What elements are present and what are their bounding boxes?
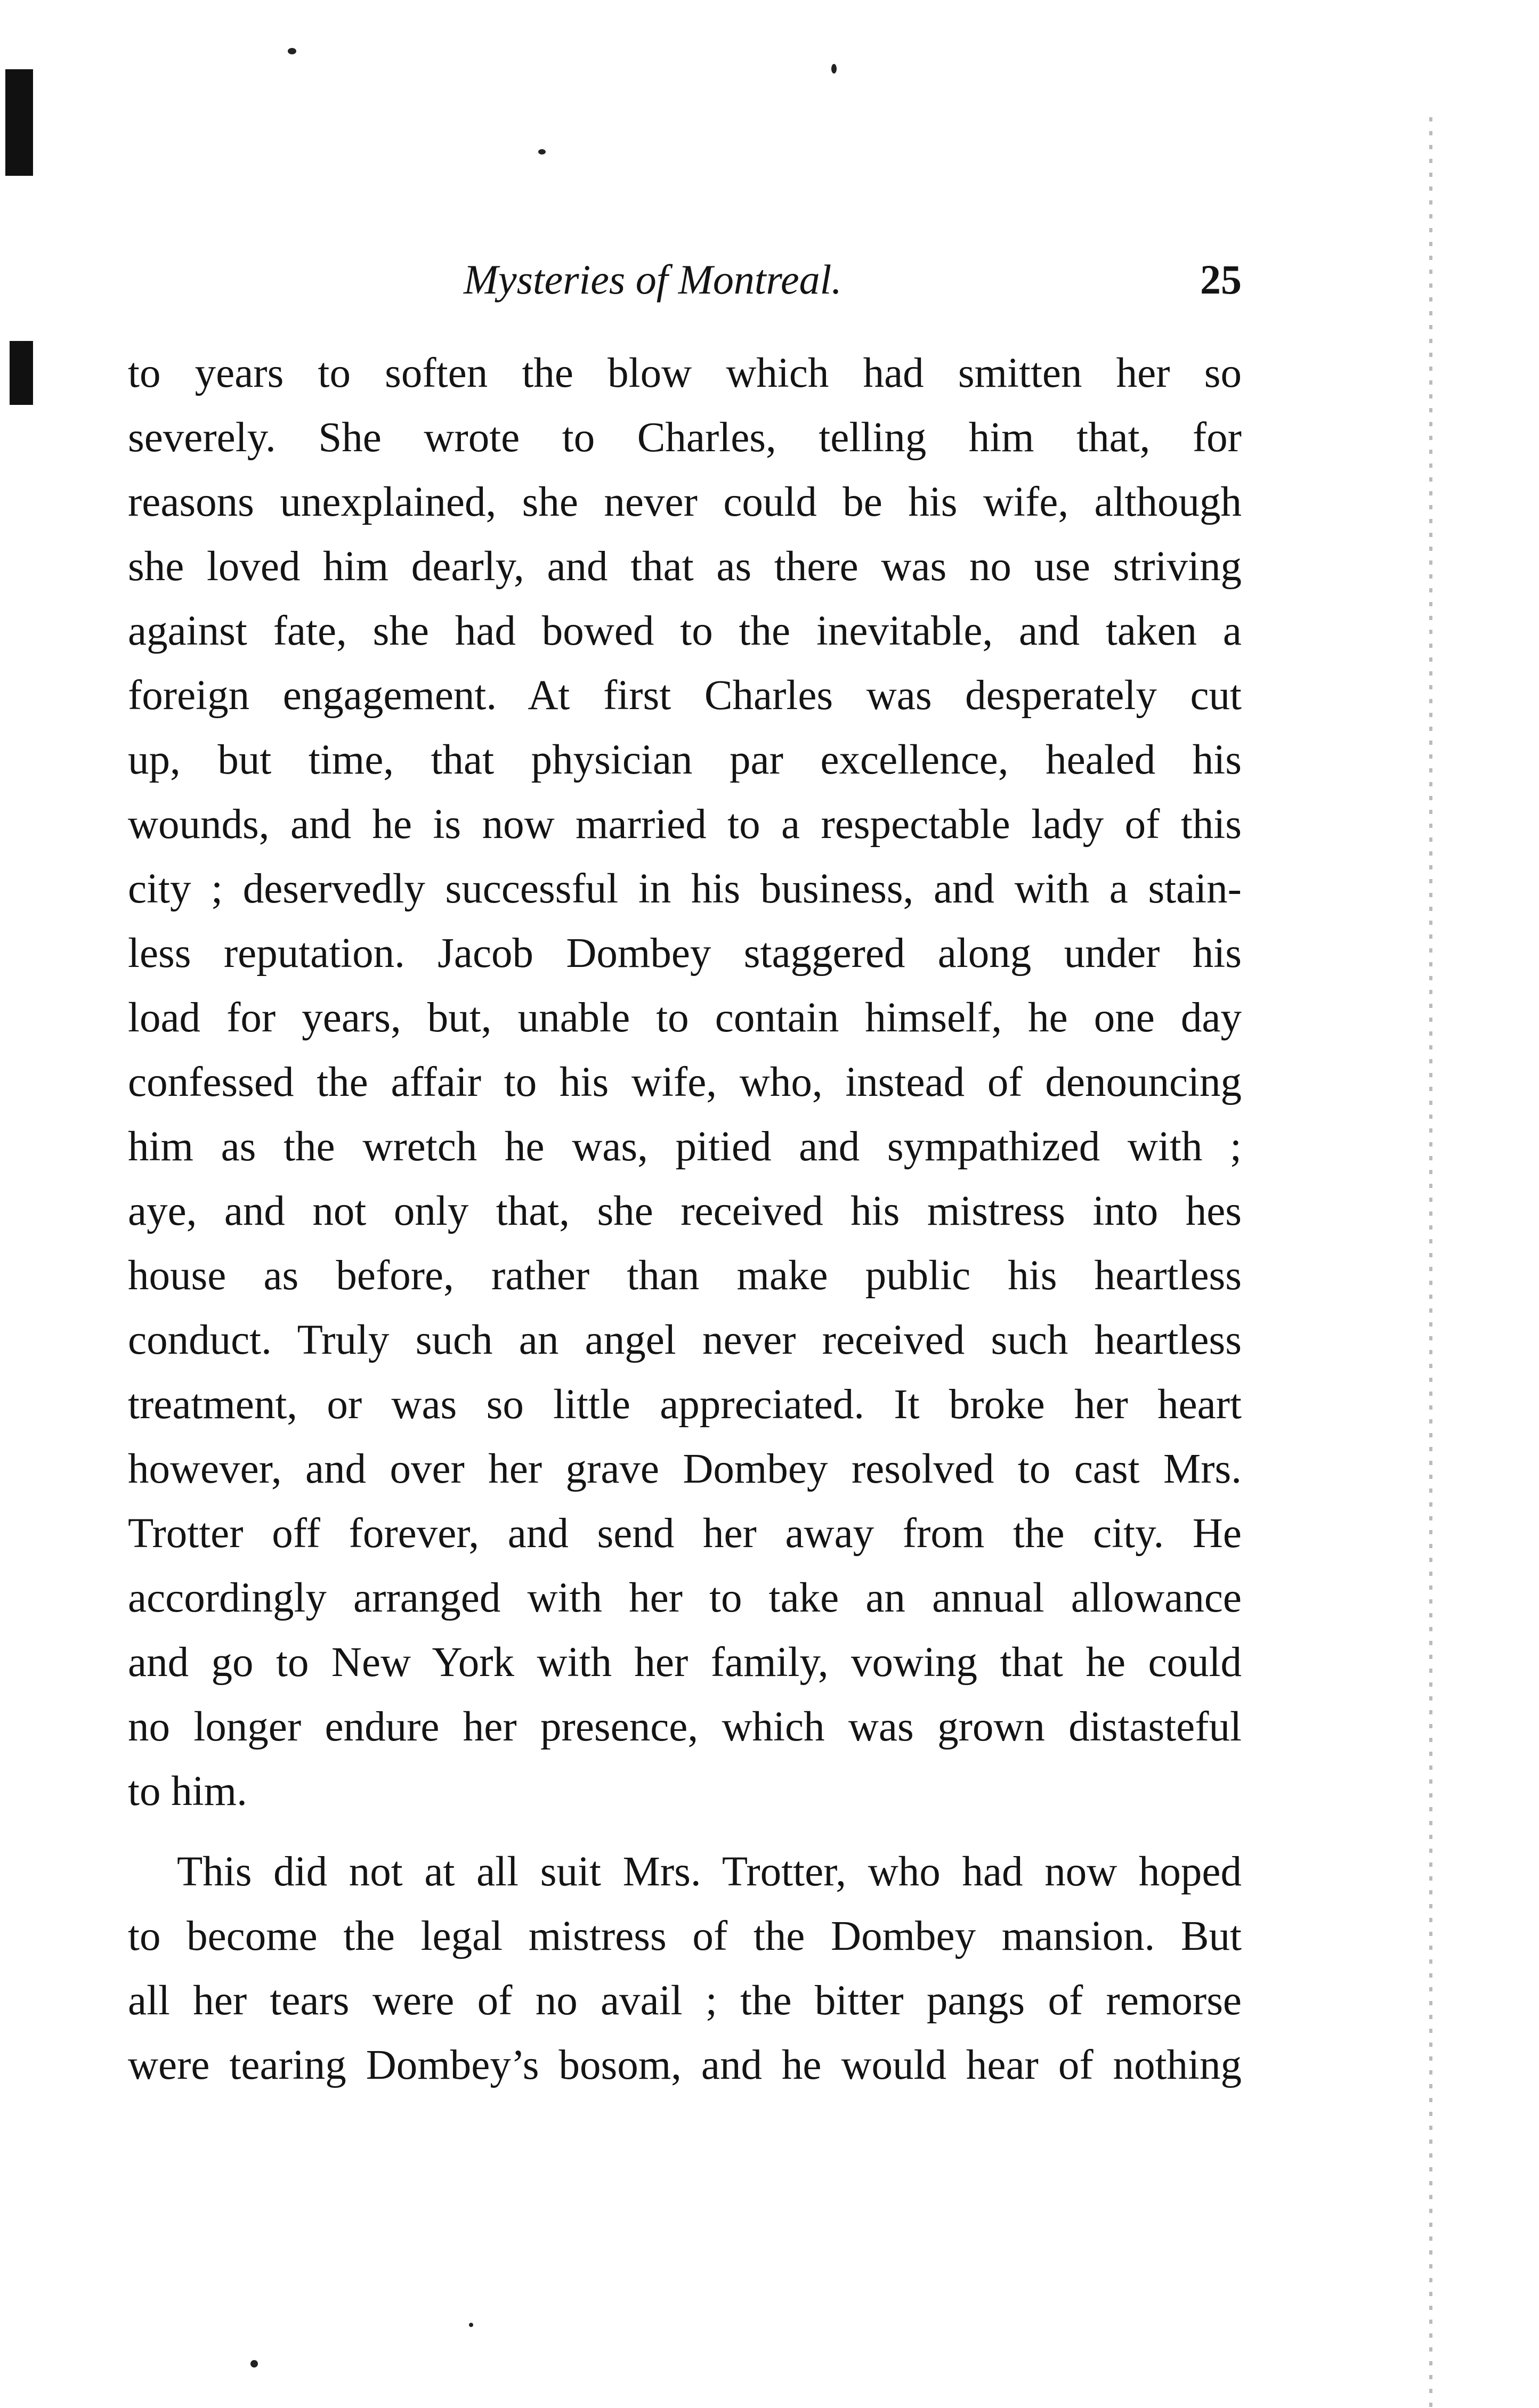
text-line: conduct. Truly such an angel never received such heartless bbox=[128, 1317, 1242, 1363]
text-line: were tearing Dombey’s bosom, and he would hear of nothing bbox=[128, 2042, 1242, 2088]
text-line: confessed the affair to his wife, who, instead of denouncing bbox=[128, 1059, 1242, 1105]
speck bbox=[469, 2323, 473, 2327]
text-line: house as before, rather than make public his heartless bbox=[128, 1252, 1242, 1299]
right-page-edge bbox=[1429, 117, 1432, 2408]
running-header bbox=[128, 250, 1242, 309]
text-line: severely. She wrote to Charles, telling him that, for bbox=[128, 414, 1242, 461]
text-line: all her tears were of no avail ; the bitter pangs of remorse bbox=[128, 1978, 1242, 2024]
text-line: accordingly arranged with her to take an annual allowance bbox=[128, 1575, 1242, 1621]
page-number: 25 bbox=[1200, 256, 1242, 303]
text-line: treatment, or was so little appreciated. It broke her heart bbox=[128, 1381, 1242, 1428]
text-line: aye, and not only that, she received his mistress into hes bbox=[128, 1188, 1242, 1234]
text-line: no longer endure her presence, which was grown distasteful bbox=[128, 1704, 1242, 1750]
text-line: him as the wretch he was, pitied and sympathized with ; bbox=[128, 1124, 1242, 1170]
text-line: city ; deservedly successful in his business, and with a stain- bbox=[128, 866, 1242, 912]
text-line: less reputation. Jacob Dombey staggered along under his bbox=[128, 930, 1242, 977]
paragraph-gap bbox=[128, 1824, 1242, 1840]
left-edge-mark bbox=[10, 341, 33, 405]
text-line: up, but time, that physician par excellence, healed his bbox=[128, 737, 1242, 783]
text-line: load for years, but, unable to contain himself, he one day bbox=[128, 995, 1242, 1041]
text-line: to him. bbox=[128, 1768, 247, 1815]
speck bbox=[288, 48, 296, 54]
paragraph bbox=[128, 341, 1242, 1824]
text-line: reasons unexplained, she never could be his wife, although bbox=[128, 479, 1242, 525]
speck bbox=[831, 64, 837, 74]
running-title: Mysteries of Montreal. bbox=[464, 256, 842, 303]
speck bbox=[538, 149, 546, 154]
text-line: This did not at all suit Mrs. Trotter, who had now hoped bbox=[177, 1849, 1242, 1895]
text-line: she loved him dearly, and that as there was no use striving bbox=[128, 543, 1242, 590]
paragraph bbox=[128, 1840, 1242, 2097]
left-edge-mark bbox=[5, 69, 33, 176]
text-line: wounds, and he is now married to a respectable lady of this bbox=[128, 801, 1242, 848]
text-line: to become the legal mistress of the Dombey mansion. But bbox=[128, 1913, 1242, 1959]
text-line: foreign engagement. At first Charles was desperately cut bbox=[128, 672, 1242, 719]
text-line: against fate, she had bowed to the inevitable, and taken a bbox=[128, 608, 1242, 654]
text-line: to years to soften the blow which had smitten her so bbox=[128, 350, 1242, 396]
body-text bbox=[128, 341, 1242, 2097]
text-line: Trotter off forever, and send her away from the city. He bbox=[128, 1510, 1242, 1557]
speck bbox=[250, 2360, 258, 2368]
text-line: and go to New York with her family, vowing that he could bbox=[128, 1639, 1242, 1686]
text-line: however, and over her grave Dombey resolved to cast Mrs. bbox=[128, 1446, 1242, 1492]
